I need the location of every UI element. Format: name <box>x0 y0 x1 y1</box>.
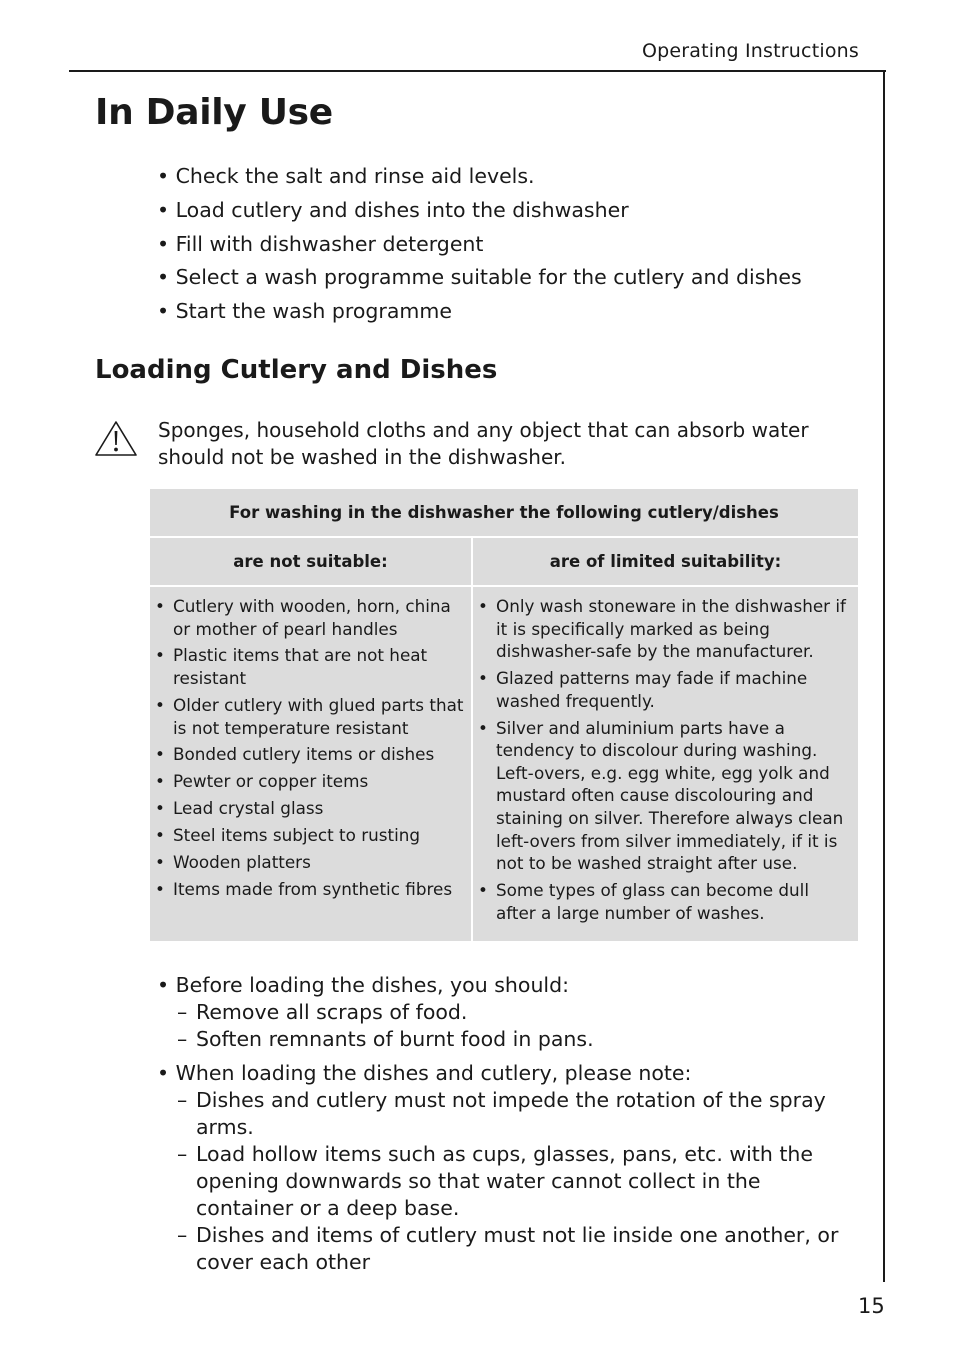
warning-text: Sponges, household cloths and any object that can absorb water should not be washed in the dishwasher. <box>158 418 809 469</box>
list-item: • Only wash stoneware in the dishwasher if it is specifically marked as being dishwasher-safe by the manufacturer. <box>473 595 858 663</box>
loading-note-item <box>157 1060 862 1276</box>
sub-item: – Remove all scraps of food. <box>177 999 862 1026</box>
before-loading-item <box>157 972 862 1053</box>
list-item: • Cutlery with wooden, horn, china or mother of pearl handles <box>150 595 471 640</box>
list-item: • Older cutlery with glued parts that is not temperature resistant <box>150 694 471 739</box>
not-suitable-list <box>150 587 471 917</box>
sub-item: – Load hollow items such as cups, glasses, pans, etc. with the opening downwards so that water cannot collect in the container or a deep base. <box>177 1141 862 1222</box>
loading-note-lead: • When loading the dishes and cutlery, please note: <box>157 1061 692 1085</box>
list-item: • Wooden platters <box>150 851 471 874</box>
list-item: • Silver and aluminium parts have a tendency to discolour during washing. Left-overs, e.g. egg white, egg yolk and mustard often cause discolouring and staining on silver. Therefore always clean left-overs from silver immediately, if it is not to be washed straight after use. <box>473 717 858 875</box>
list-item: • Items made from synthetic fibres <box>150 878 471 901</box>
daily-use-steps <box>157 160 802 329</box>
before-loading-lead: • Before loading the dishes, you should: <box>157 973 570 997</box>
page-title: In Daily Use <box>95 92 333 133</box>
page-number: 15 <box>858 1294 885 1318</box>
suitability-table <box>150 489 858 941</box>
list-item: • Some types of glass can become dull after a large number of washes. <box>473 879 858 924</box>
limited-suitability-list <box>473 587 858 941</box>
side-rule <box>883 70 885 1282</box>
header-section-label: Operating Instructions <box>641 40 859 62</box>
column-header-limited: are of limited suitability: <box>473 538 858 587</box>
before-loading-sublist <box>157 999 862 1053</box>
header-rule <box>69 70 886 72</box>
loading-instructions <box>157 972 862 1283</box>
sub-item: – Dishes and items of cutlery must not lie inside one another, or cover each other <box>177 1222 862 1276</box>
step-item: • Load cutlery and dishes into the dishwasher <box>157 197 629 222</box>
limited-suitability-column <box>473 538 858 941</box>
list-item: • Pewter or copper items <box>150 770 471 793</box>
loading-note-sublist <box>157 1087 862 1276</box>
table-heading: For washing in the dishwasher the following cutlery/dishes <box>150 489 858 538</box>
step-item: • Check the salt and rinse aid levels. <box>157 164 535 188</box>
section-title: Loading Cutlery and Dishes <box>95 355 498 385</box>
list-item: • Lead crystal glass <box>150 797 471 820</box>
step-item: • Fill with dishwasher detergent <box>157 231 484 256</box>
step-item: • Start the wash programme <box>157 299 452 324</box>
step-item: • Select a wash programme suitable for the cutlery and dishes <box>157 265 802 290</box>
list-item: • Plastic items that are not heat resistant <box>150 644 471 689</box>
list-item: • Glazed patterns may fade if machine washed frequently. <box>473 667 858 712</box>
not-suitable-column <box>150 538 473 941</box>
list-item: • Bonded cutlery items or dishes <box>150 743 471 766</box>
list-item: • Steel items subject to rusting <box>150 824 471 847</box>
sub-item: – Dishes and cutlery must not impede the rotation of the spray arms. <box>177 1087 862 1141</box>
warning-triangle-icon <box>94 420 138 458</box>
sub-item: – Soften remnants of burnt food in pans. <box>177 1026 862 1053</box>
column-header-not-suitable: are not suitable: <box>150 538 471 587</box>
table-body <box>150 538 858 941</box>
